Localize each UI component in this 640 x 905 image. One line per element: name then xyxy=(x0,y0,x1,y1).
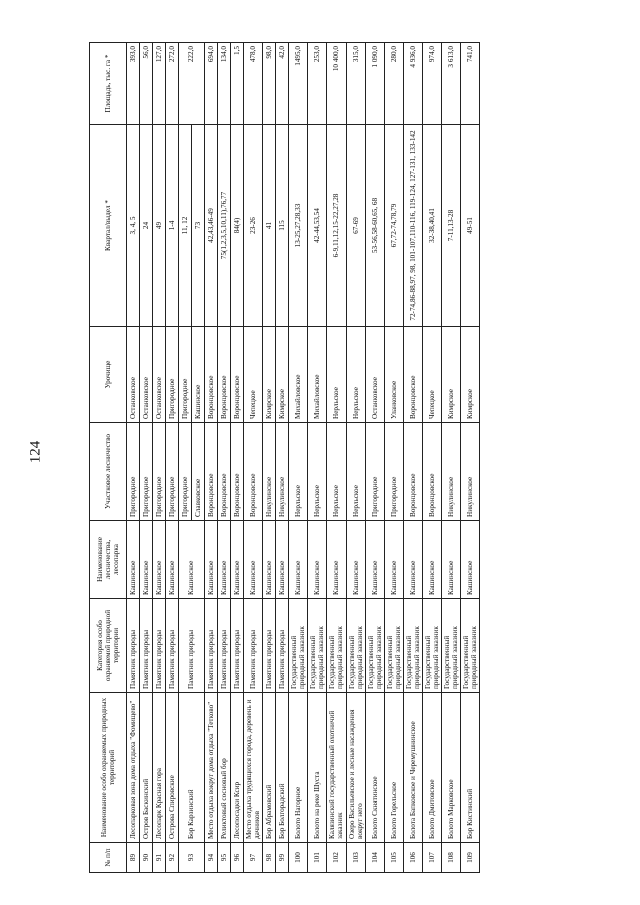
district-name: Пригородное xyxy=(384,423,403,521)
tract-name: Нерльское xyxy=(346,327,365,423)
district-name: Пригородное xyxy=(179,423,192,521)
quarters-value: 67-69 xyxy=(346,125,365,327)
row-number: 107 xyxy=(423,843,442,873)
quarters-value: 24 xyxy=(140,125,153,327)
area-name: Бор Карзинский xyxy=(179,693,205,843)
district-name: Никулинское xyxy=(263,423,276,521)
tract-name: Михайловское xyxy=(308,327,327,423)
district-name: Воронцовское xyxy=(218,423,231,521)
area-name: Болото Горельское xyxy=(384,693,403,843)
tract-name: Пригородное xyxy=(179,327,192,423)
area-category: Государственный природный заказник xyxy=(384,599,403,693)
quarters-value: 49 xyxy=(153,125,166,327)
row-number: 89 xyxy=(127,843,140,873)
row-number: 91 xyxy=(153,843,166,873)
quarters-value: 1-4 xyxy=(166,125,179,327)
district-name: Пригородное xyxy=(365,423,384,521)
area-name: Озеро Васильевское и лесные насаждения вокруг него xyxy=(346,693,365,843)
district-name: Пригородное xyxy=(166,423,179,521)
area-value: 3 613,0 xyxy=(442,43,461,125)
table-row xyxy=(263,43,276,873)
table-row xyxy=(442,43,461,873)
table-row xyxy=(289,43,308,873)
tract-name: Останковское xyxy=(153,327,166,423)
forestry-name: Кашинское xyxy=(308,521,327,599)
table-row xyxy=(423,43,442,873)
area-category: Государственный природный заказник xyxy=(461,599,480,693)
quarters-value: 32-38,40,41 xyxy=(423,125,442,327)
row-number: 102 xyxy=(327,843,346,873)
quarters-value: 6-9,11,12,15-22,27,28 xyxy=(327,125,346,327)
area-name: Лесопарк Красная горa xyxy=(153,693,166,843)
district-name: Никулинское xyxy=(442,423,461,521)
forestry-name: Кашинское xyxy=(346,521,365,599)
area-category: Государственный природный заказник xyxy=(346,599,365,693)
quarters-value: 41 xyxy=(263,125,276,327)
area-name: Болото Марковское xyxy=(442,693,461,843)
row-number: 92 xyxy=(166,843,179,873)
quarters-value: 3, 4, 5 xyxy=(127,125,140,327)
tract-name: Уланковское xyxy=(384,327,403,423)
header-name: Наименование особо охраняемых природных территорий xyxy=(90,693,127,843)
area-category: Государственный природный заказник xyxy=(308,599,327,693)
area-value: 1,5 xyxy=(231,43,244,125)
district-name: Пригородное xyxy=(140,423,153,521)
area-value: 1 090,0 xyxy=(365,43,384,125)
area-category: Памятник природы xyxy=(140,599,153,693)
area-value: 10 400,0 xyxy=(327,43,346,125)
tract-name: Кимрское xyxy=(461,327,480,423)
quarters-value: 84(4) xyxy=(231,125,244,327)
table-row xyxy=(461,43,480,873)
table-row xyxy=(205,43,218,873)
district-name: Пригородное xyxy=(127,423,140,521)
area-category: Государственный природный заказник xyxy=(365,599,384,693)
forestry-name: Кашинское xyxy=(384,521,403,599)
area-value: 4 936,0 xyxy=(403,43,422,125)
forestry-name: Кашинское xyxy=(365,521,384,599)
area-name: Острова Спировские xyxy=(166,693,179,843)
row-number: 93 xyxy=(179,843,205,873)
area-name: Реликтовый сосновый бор xyxy=(218,693,231,843)
tract-name: Воронцовское xyxy=(231,327,244,423)
quarters-value: 67,72-74,78,79 xyxy=(384,125,403,327)
row-number: 106 xyxy=(403,843,422,873)
area-value: 741,0 xyxy=(461,43,480,125)
table-row xyxy=(231,43,244,873)
forestry-name: Кашинское xyxy=(289,521,308,599)
district-name: Нерльское xyxy=(308,423,327,521)
area-name: Бор Болгорадский xyxy=(276,693,289,843)
area-value: 974,0 xyxy=(423,43,442,125)
area-category: Памятник природы xyxy=(218,599,231,693)
tract-name: Воронцовское xyxy=(205,327,218,423)
district-name: Славковское xyxy=(192,423,205,521)
tract-name: Воронцовское xyxy=(218,327,231,423)
forestry-name: Кашинское xyxy=(244,521,263,599)
forestry-name: Кашинское xyxy=(423,521,442,599)
area-value: 253,0 xyxy=(308,43,327,125)
area-name: Лесопарковая зона дома отдыха "Фомищево" xyxy=(127,693,140,843)
district-name: Воронцовское xyxy=(423,423,442,521)
area-value: 280,0 xyxy=(384,43,403,125)
forestry-name: Кашинское xyxy=(461,521,480,599)
area-name: Бор Абрамовский xyxy=(263,693,276,843)
area-name: Болота Бапковское и Черемушнинское xyxy=(403,693,422,843)
table-row xyxy=(276,43,289,873)
row-number: 105 xyxy=(384,843,403,873)
quarters-value: 75(1,2,3,5,10,11),76,77 xyxy=(218,125,231,327)
area-category: Памятник природы xyxy=(153,599,166,693)
area-value: 134,0 xyxy=(218,43,231,125)
area-name: Остров Баскинский xyxy=(140,693,153,843)
district-name: Воронцовское xyxy=(205,423,218,521)
header-area: Площадь, тыс. га * xyxy=(90,43,127,125)
area-value: 127,0 xyxy=(153,43,166,125)
forestry-name: Кашинское xyxy=(205,521,218,599)
area-category: Памятник природы xyxy=(244,599,263,693)
header-row xyxy=(90,43,127,873)
district-name: Нерльское xyxy=(346,423,365,521)
table-row xyxy=(308,43,327,873)
row-number: 109 xyxy=(461,843,480,873)
tract-name: Останковское xyxy=(140,327,153,423)
table-row xyxy=(153,43,166,873)
quarters-value: 13-25,27,28,33 xyxy=(289,125,308,327)
forestry-name: Кашинское xyxy=(403,521,422,599)
forestry-name: Кашинское xyxy=(218,521,231,599)
tract-name: Михайловское xyxy=(289,327,308,423)
quarters-value: 72-74,86-88,97, 98, 101-107,110-116, 119-124, 127-131, 133-142 xyxy=(403,125,422,327)
area-name: Болото Скнятинское xyxy=(365,693,384,843)
row-number: 104 xyxy=(365,843,384,873)
district-name: Никулинское xyxy=(461,423,480,521)
area-value: 393,0 xyxy=(127,43,140,125)
area-value: 42,0 xyxy=(276,43,289,125)
area-category: Государственный природный заказник xyxy=(289,599,308,693)
district-name: Воронцовское xyxy=(231,423,244,521)
row-number: 98 xyxy=(263,843,276,873)
table-row xyxy=(179,43,192,873)
tract-name: Нерльское xyxy=(327,327,346,423)
table-row xyxy=(327,43,346,873)
area-value: 98,0 xyxy=(263,43,276,125)
area-category: Памятник природы xyxy=(166,599,179,693)
forestry-name: Кашинское xyxy=(179,521,205,599)
forestry-name: Кашинское xyxy=(231,521,244,599)
table-row xyxy=(140,43,153,873)
header-quarters: Квартал/выдел * xyxy=(90,125,127,327)
protected-areas-table xyxy=(89,42,480,873)
forestry-name: Кашинское xyxy=(442,521,461,599)
header-category: Категория особо охраняемой природной территории xyxy=(90,599,127,693)
area-value: 222,0 xyxy=(179,43,205,125)
tract-name: Останковское xyxy=(127,327,140,423)
area-name: Болото на реке Шуста xyxy=(308,693,327,843)
district-name: Никулинское xyxy=(276,423,289,521)
quarters-value: 23-26 xyxy=(244,125,263,327)
table-row xyxy=(403,43,422,873)
row-number: 94 xyxy=(205,843,218,873)
table-row xyxy=(244,43,263,873)
area-name: Место отдыха вокруг дома отдыха "Тетково" xyxy=(205,693,218,843)
area-value: 272,0 xyxy=(166,43,179,125)
area-category: Государственный природный заказник xyxy=(403,599,422,693)
quarters-value: 7-11,13-28 xyxy=(442,125,461,327)
tract-name: Кимрское xyxy=(263,327,276,423)
forestry-name: Кашинское xyxy=(127,521,140,599)
header-forestry: Наименование лесничества, лесопарка xyxy=(90,521,127,599)
table-row xyxy=(384,43,403,873)
forestry-name: Кашинское xyxy=(140,521,153,599)
area-name: Болото Нагорное xyxy=(289,693,308,843)
table-row xyxy=(365,43,384,873)
area-value: 1495,0 xyxy=(289,43,308,125)
quarters-value: 73 xyxy=(192,125,205,327)
row-number: 90 xyxy=(140,843,153,873)
district-name: Пригородное xyxy=(153,423,166,521)
area-name: Место отдыха трудящихся города, деревень и дачников xyxy=(244,693,263,843)
area-category: Государственный природный заказник xyxy=(423,599,442,693)
tract-name: Кимрское xyxy=(276,327,289,423)
area-name: Лесопосадки Ксир xyxy=(231,693,244,843)
area-category: Памятник природы xyxy=(263,599,276,693)
table-row xyxy=(127,43,140,873)
forestry-name: Кашинское xyxy=(263,521,276,599)
row-number: 100 xyxy=(289,843,308,873)
quarters-value: 11, 12 xyxy=(179,125,192,327)
page-number: 124 xyxy=(27,440,44,464)
quarters-value: 42-44,53,54 xyxy=(308,125,327,327)
area-value: 694,0 xyxy=(205,43,218,125)
tract-name: Чепецкое xyxy=(244,327,263,423)
area-category: Памятник природы xyxy=(127,599,140,693)
area-category: Памятник природы xyxy=(231,599,244,693)
area-name: Бор Кистинский xyxy=(461,693,480,843)
forestry-name: Кашинское xyxy=(327,521,346,599)
quarters-value: 42,43,46-49 xyxy=(205,125,218,327)
forestry-name: Кашинское xyxy=(166,521,179,599)
quarters-value: 49-51 xyxy=(461,125,480,327)
area-value: 478,0 xyxy=(244,43,263,125)
table-row xyxy=(166,43,179,873)
tract-name: Кимрское xyxy=(442,327,461,423)
quarters-value: 115 xyxy=(276,125,289,327)
row-number: 95 xyxy=(218,843,231,873)
table-row xyxy=(218,43,231,873)
header-num: № п/п xyxy=(90,843,127,873)
table-row xyxy=(346,43,365,873)
row-number: 97 xyxy=(244,843,263,873)
row-number: 101 xyxy=(308,843,327,873)
area-category: Государственный природный заказник xyxy=(327,599,346,693)
area-value: 315,0 xyxy=(346,43,365,125)
area-category: Памятник природы xyxy=(179,599,205,693)
table-container xyxy=(89,43,480,873)
area-name: Болото Дмитовское xyxy=(423,693,442,843)
tract-name: Воронцовское xyxy=(403,327,422,423)
quarters-value: 53-56,58-60,65, 68 xyxy=(365,125,384,327)
district-name: Воронцовское xyxy=(403,423,422,521)
row-number: 99 xyxy=(276,843,289,873)
row-number: 96 xyxy=(231,843,244,873)
header-district: Участковое лесничество xyxy=(90,423,127,521)
area-category: Памятник природы xyxy=(276,599,289,693)
header-tract: Урочище xyxy=(90,327,127,423)
tract-name: Чепецкое xyxy=(423,327,442,423)
table-body xyxy=(127,43,480,873)
row-number: 108 xyxy=(442,843,461,873)
row-number: 103 xyxy=(346,843,365,873)
area-name: Калязинский государственный охотничий заказник xyxy=(327,693,346,843)
area-value: 56,0 xyxy=(140,43,153,125)
district-name: Нерльское xyxy=(289,423,308,521)
district-name: Воронцовское xyxy=(244,423,263,521)
forestry-name: Кашинское xyxy=(153,521,166,599)
forestry-name: Кашинское xyxy=(276,521,289,599)
district-name: Нерльское xyxy=(327,423,346,521)
area-category: Государственный природный заказник xyxy=(442,599,461,693)
tract-name: Кашинское xyxy=(192,327,205,423)
tract-name: Пригородное xyxy=(166,327,179,423)
area-category: Памятник природы xyxy=(205,599,218,693)
tract-name: Останковское xyxy=(365,327,384,423)
